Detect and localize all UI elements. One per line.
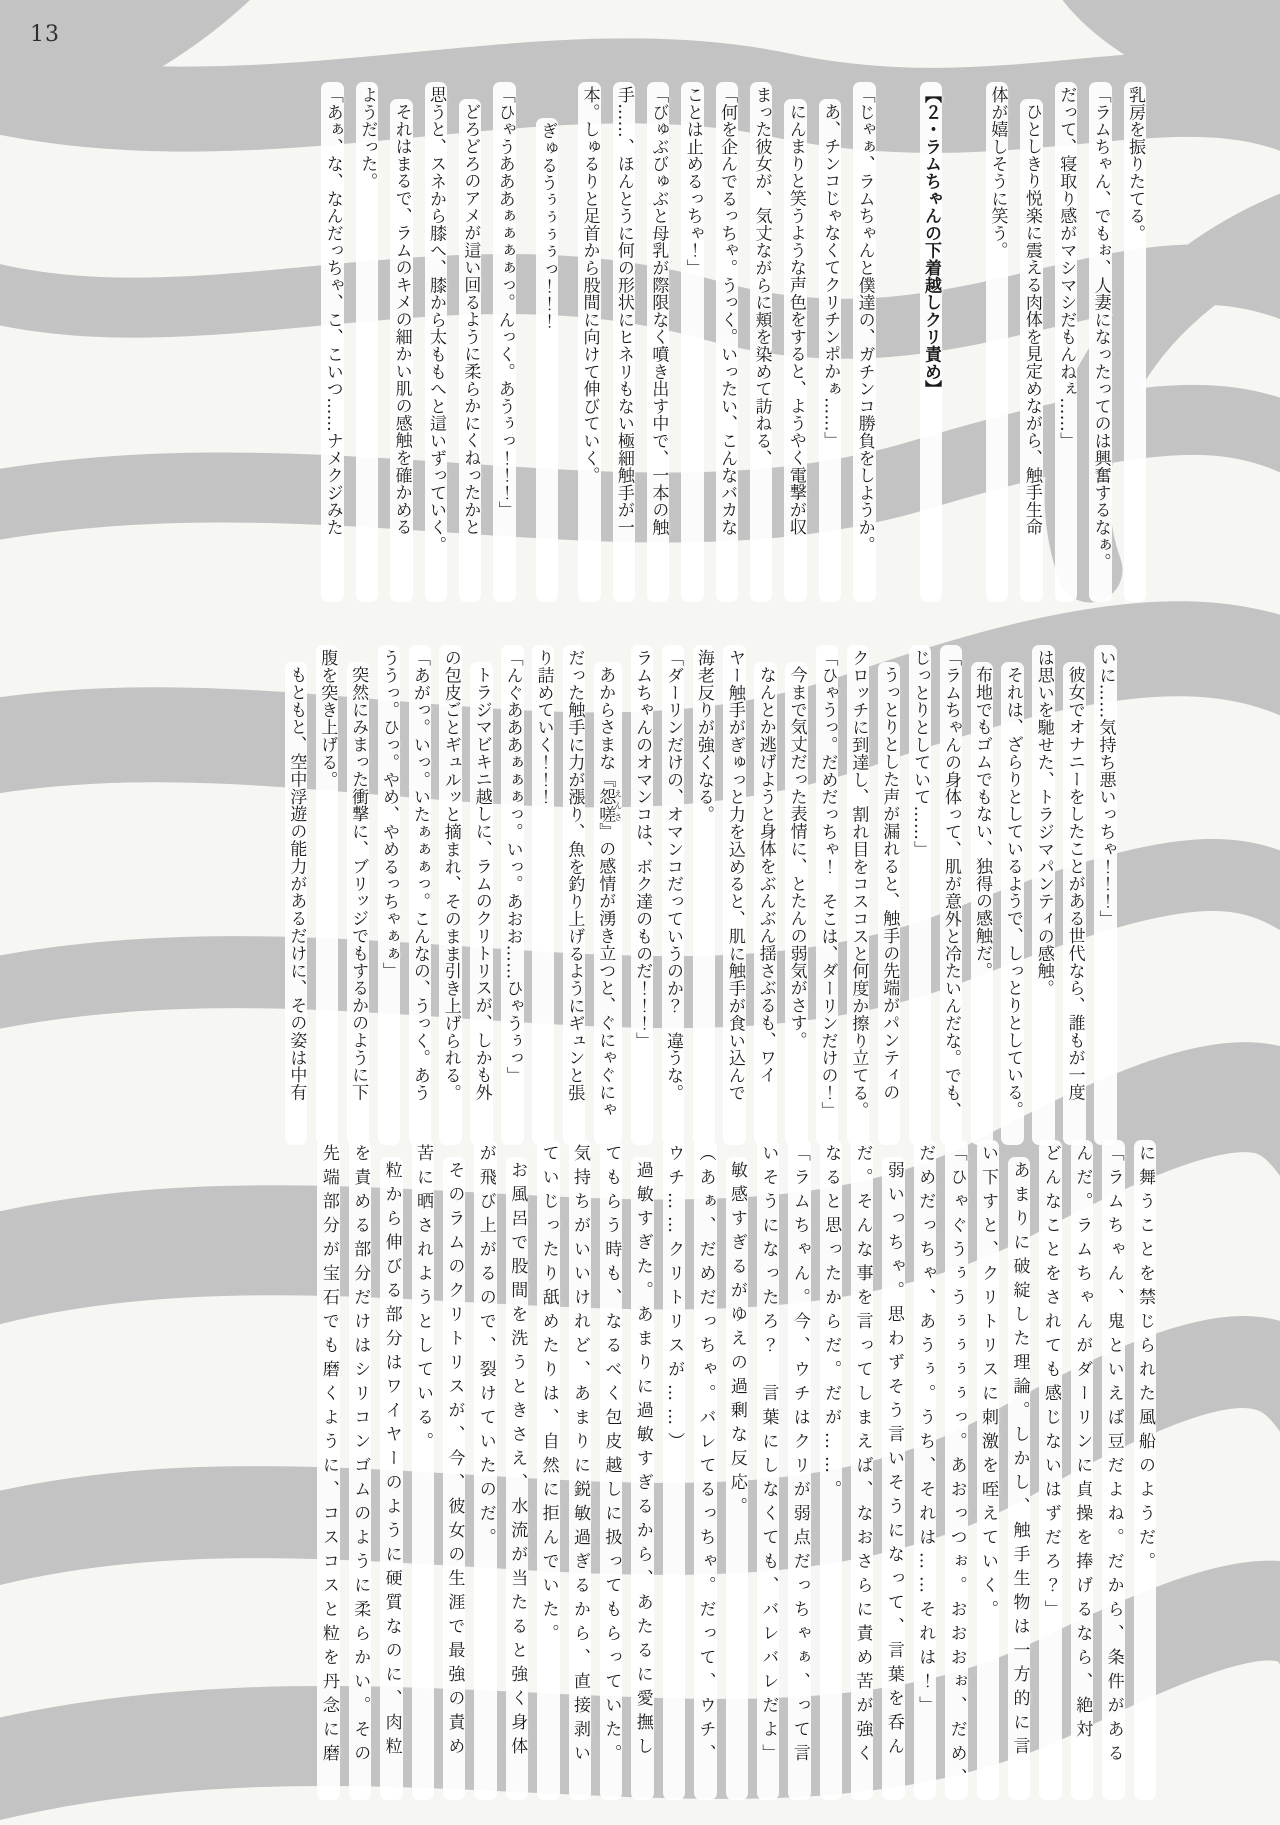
text-column: もともと、空中浮遊の能力があるだけに、その姿は中有 bbox=[285, 662, 307, 1145]
text-column: 過敏すぎた。あまりに過敏すぎるから、あたるに愛撫し bbox=[631, 1157, 653, 1800]
text-column: 「ラムちゃん、鬼といえば豆だよね。だから、条件がある bbox=[1102, 1140, 1124, 1800]
text-column: 敏感すぎるがゆえの過剰な反応。 bbox=[726, 1157, 748, 1800]
text-column: ぎゅるうぅぅぅぅっ！！！ bbox=[536, 118, 558, 602]
text-column: 「んぐあああぁぁぁっ。いっ。あおお……ひゃうぅっ」 bbox=[501, 645, 523, 1145]
text-column: それはまるで、ラムのキメの細かい肌の感触を確かめる bbox=[390, 99, 412, 602]
text-column: 「ダーリンだけの、オマンコだっていうのか？ 違うな。 bbox=[662, 645, 684, 1145]
text-column: が飛び上がるので、裂けていたのだ。 bbox=[474, 1140, 496, 1800]
text-column: だめだっちゃ、あうぅ。うち、それは……それは！」 bbox=[914, 1140, 936, 1800]
text-column: だって、寝取り感がマシマシだもんねぇ……」 bbox=[1055, 82, 1077, 602]
text-column: 先端部分が宝石でも磨くように、コスコスと粒を丹念に磨 bbox=[317, 1140, 339, 1800]
text-column: トラジマビキニ越しに、ラムのクリトリスが、しかも外 bbox=[470, 662, 492, 1145]
text-column: そのラムのクリトリスが、今、彼女の生涯で最強の責め bbox=[443, 1157, 465, 1800]
text-column: り詰めていく！！！ bbox=[532, 645, 554, 1145]
text-column: 「ラムちゃん。今、ウチはクリが弱点だっちゃぁ、って言 bbox=[788, 1140, 810, 1800]
text-column: 今まで気丈だった表情に、とたんの弱気がさす。 bbox=[785, 662, 807, 1145]
text-column: てもらう時も、なるべく包皮越しに扱ってもらっていた。 bbox=[600, 1140, 622, 1800]
text-band-middle bbox=[276, 645, 1125, 1145]
text-column: だった触手に力が漲り、魚を釣り上げるようにギュンと張 bbox=[563, 645, 585, 1145]
text-column: だ。そんな事を言ってしまえば、なおさらに責め苦が強く bbox=[851, 1140, 873, 1800]
text-column: んだ。ラムちゃんがダーリンに貞操を捧げるなら、絶対 bbox=[1071, 1140, 1093, 1800]
text-column: ううっ。ひっ。やめ、やめるっちゃぁぁ」 bbox=[378, 645, 400, 1145]
text-column: 「じゃぁ、ラムちゃんと僕達の、ガチンコ勝負をしようか。 bbox=[853, 82, 875, 602]
text-column: （あぁ、だめだっちゃ。バレてるっちゃ。だって、ウチ、 bbox=[694, 1140, 716, 1800]
text-column: 「ひゃうあああぁぁぁぁっ。んっく。あうぅっ！！！」 bbox=[493, 82, 515, 602]
text-column: どんなことをされても感じないはずだろ？」 bbox=[1039, 1140, 1061, 1800]
text-column: 「ひゃうっ。だめだっちゃ！ そこは、ダーリンだけの！」 bbox=[816, 645, 838, 1145]
text-column: ていじったり舐めたりは、自然に拒んでいた。 bbox=[537, 1140, 559, 1800]
text-column: 突然にみまった衝撃に、ブリッジでもするかのように下 bbox=[347, 662, 369, 1145]
text-column: に舞うことを禁じられた風船のようだ。 bbox=[1134, 1140, 1156, 1800]
text-column: 苦に晒されようとしている。 bbox=[412, 1140, 434, 1800]
text-column: 「ひゃぐうぅうぅぅぅぅっ。あおっつぉ。おおおぉ、だめ、 bbox=[945, 1140, 967, 1800]
text-column: いそうになったろ？ 言葉にしなくても、バレバレだよ」 bbox=[757, 1140, 779, 1800]
text-column: 「あぁ、な、なんだっちゃ、こ、こいつ……ナメクジみた bbox=[321, 82, 343, 602]
text-column: 「ラムちゃん、でもぉ、人妻になったってのは興奮するなぁ。 bbox=[1089, 82, 1111, 602]
text-column: 「びゅぶびゅぶと母乳が際限なく噴き出す中で、一本の触 bbox=[647, 82, 669, 602]
text-column: ラムちゃんのオマンコは、ボク達のものだ！！！」 bbox=[631, 645, 653, 1145]
text-column: 「何を企んでるっちゃ。うっく。いったい、こんなバカな bbox=[716, 82, 738, 602]
text-column: にんまりと笑うような声色をすると、ようやく電撃が収 bbox=[784, 99, 806, 602]
text-column: を責める部分だけはシリコンゴムのように柔らかい。その bbox=[349, 1140, 371, 1800]
text-band-top bbox=[309, 82, 1158, 602]
text-column: クロッチに到達し、割れ目をコスコスと何度か擦り立てる。 bbox=[847, 645, 869, 1145]
text-column: ようだった。 bbox=[356, 82, 378, 602]
text-column: じっとりとしていて……」 bbox=[909, 645, 931, 1145]
text-column: お風呂で股間を洗うときさえ、水流が当たると強く身体 bbox=[506, 1157, 528, 1800]
text-column: 海老反りが強くなる。 bbox=[693, 645, 715, 1145]
text-column: いに……気持ち悪いっちゃ！！！」 bbox=[1094, 645, 1116, 1145]
text-column: あからさまな『怨嗟えんさ』の感情が湧き立つと、ぐにゃぐにゃ bbox=[594, 662, 622, 1145]
text-column: 「ラムちゃんの身体って、肌が意外と冷たいんだな。でも、 bbox=[940, 645, 962, 1145]
text-column: 気持ちがいいけれど、あまりに鋭敏過ぎるから、直接剥い bbox=[569, 1140, 591, 1800]
text-column: どろどろのアメが這い回るように柔らかにくねったかと bbox=[459, 99, 481, 602]
text-column: 「あがっ。いっ。いたぁぁぁっ。こんなの、うっく。あう bbox=[409, 645, 431, 1145]
text-column: 布地でもゴムでもない、独得の感触だ。 bbox=[971, 662, 993, 1145]
text-column: まった彼女が、気丈ながらに頬を染めて訪ねる、 bbox=[750, 82, 772, 602]
text-column: それは、ざらりとしているようで、しっとりとしている。 bbox=[1001, 662, 1023, 1145]
text-column: ことは止めるっちゃ！」 bbox=[681, 82, 703, 602]
text-column: ひとしきり悦楽に震える肉体を見定めながら、触手生命 bbox=[1020, 99, 1042, 602]
text-column: 思うと、スネから膝へ、膝から太ももへと這いずっていく。 bbox=[425, 82, 447, 602]
text-column: は思いを馳せた、トラジマパンティの感触。 bbox=[1032, 645, 1054, 1145]
text-column: 腹を突き上げる。 bbox=[316, 645, 338, 1145]
text-column: 体が嬉しそうに笑う。 bbox=[986, 82, 1008, 602]
text-column: うっとりとした声が漏れると、触手の先端がパンティの bbox=[878, 662, 900, 1145]
text-column: あまりに破綻した理論。しかし、触手生物は一方的に言 bbox=[1008, 1157, 1030, 1800]
section-heading: 【２・ラムちゃんの下着越しクリ責め】 bbox=[920, 82, 942, 602]
text-column: 手……、ほんとうに何の形状にヒネリもない極細触手が一 bbox=[613, 82, 635, 602]
text-column: ヤー触手がぎゅっと力を込めると、肌に触手が食い込んで bbox=[723, 645, 745, 1145]
text-column: 本。しゅるりと足首から股間に向けて伸びていく。 bbox=[578, 82, 600, 602]
text-column: 粒から伸びる部分はワイヤーのように硬質なのに、肉粒 bbox=[380, 1157, 402, 1800]
text-column: なると思ったからだ。だが……。 bbox=[820, 1140, 842, 1800]
text-column: なんとか逃げようと身体をぶんぶん揺さぶるも、ワイ bbox=[754, 662, 776, 1145]
page-number: 13 bbox=[30, 22, 60, 47]
text-column: ウチ……クリトリスが……） bbox=[663, 1140, 685, 1800]
text-column: あ、チンコじゃなくてクリチンポかぁ……」 bbox=[819, 99, 841, 602]
text-column: 弱いっちゃ。思わずそう言いそうになって、言葉を呑ん bbox=[882, 1157, 904, 1800]
text-column: の包皮ごとギュルッと摘まれ、そのまま引き上げられる。 bbox=[439, 645, 461, 1145]
text-column: 乳房を振りたてる。 bbox=[1124, 82, 1146, 602]
text-band-bottom bbox=[308, 1140, 1165, 1800]
text-column: い下すと、クリトリスに刺激を咥えていく。 bbox=[977, 1140, 999, 1800]
text-column: 彼女でオナニーをしたことがある世代なら、誰もが一度 bbox=[1063, 662, 1085, 1145]
